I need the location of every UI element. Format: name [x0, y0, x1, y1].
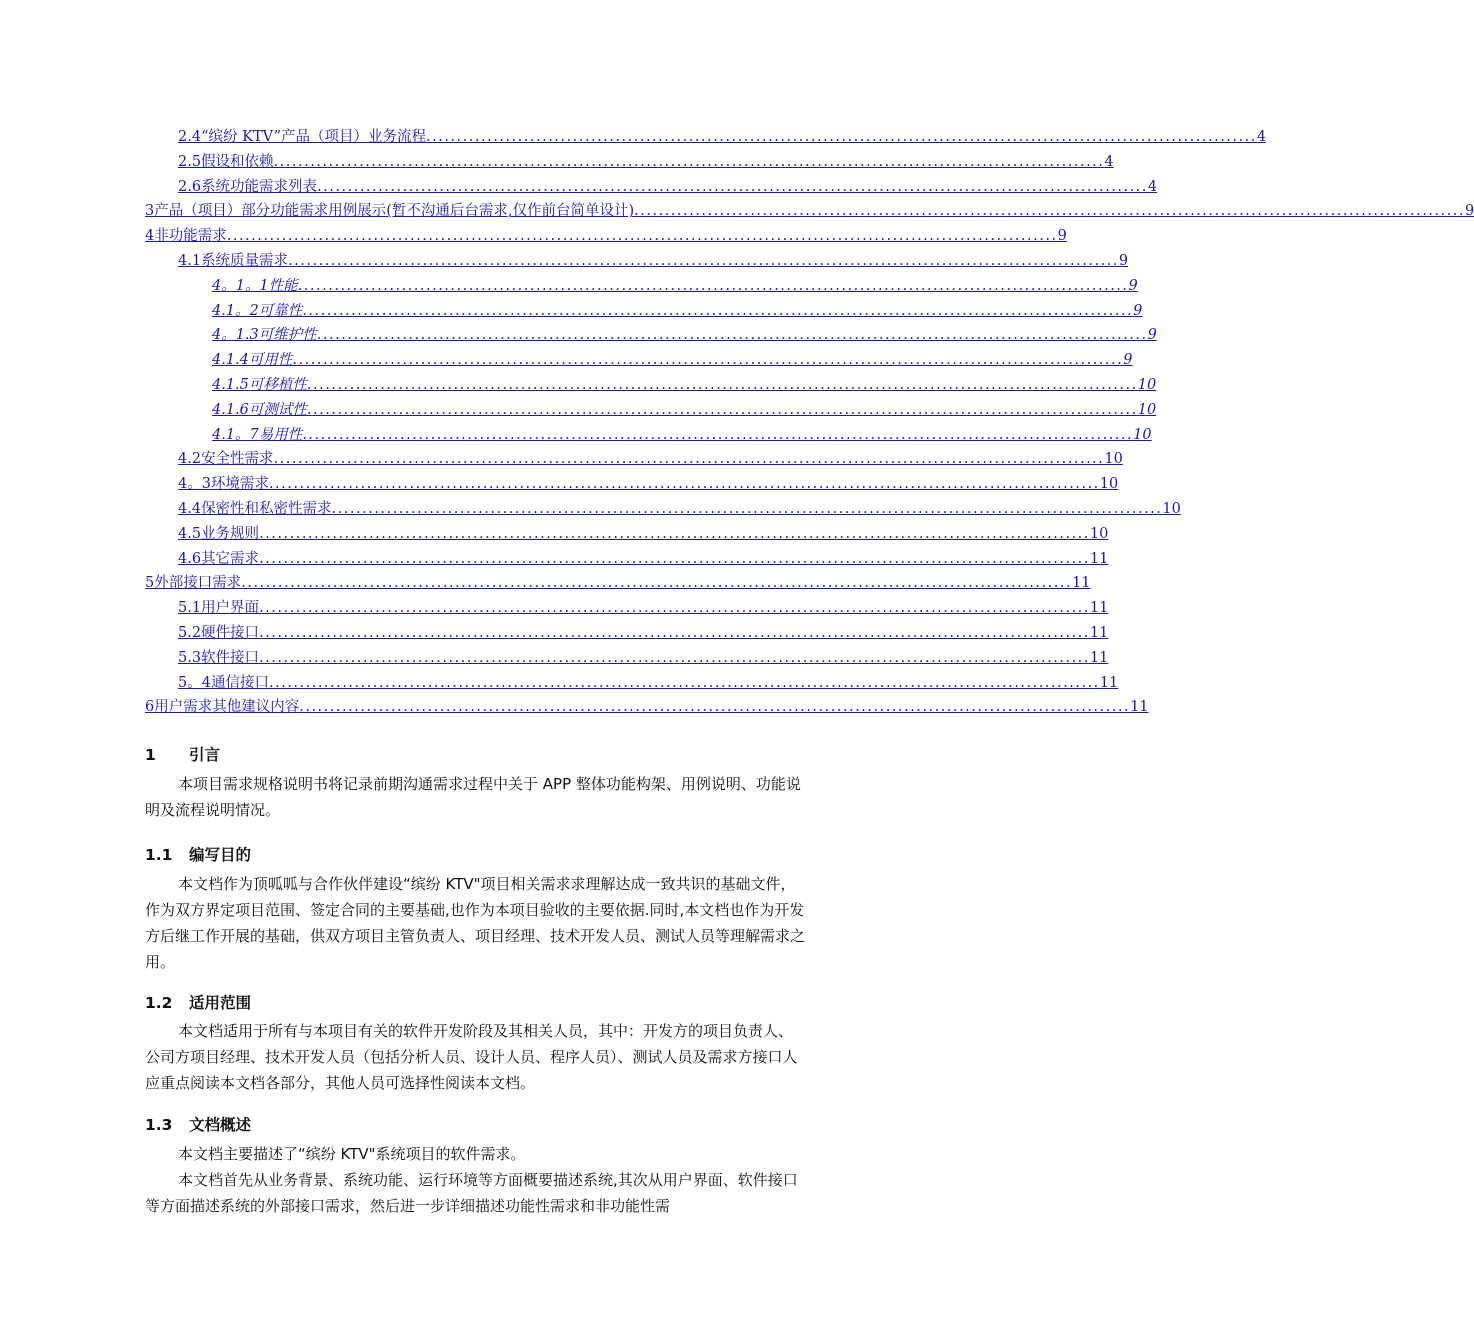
toc-page-number: 9: [1123, 352, 1133, 369]
toc-entry-title: 用户需求其他建议内容: [154, 699, 300, 716]
toc-entry-title: 可靠性: [258, 302, 303, 319]
toc-page-number: 11: [1130, 699, 1149, 716]
toc-entry-title: 业务规则: [201, 525, 260, 542]
toc-entry[interactable]: [178, 547, 1109, 571]
paragraph: 本文档作为顶呱呱与合作伙伴建设“缤纷 KTV"项目相关需求求理解达成一致共识的基础文件，作为双方界定项目范围、签定合同的主要基础,也作为本项目验收的主要依据.同时,本文档也作为开发方后继工作开展的基础，供双方项目主管负责人、项目经理、技术开发人员、测试人员等理解需求之用。: [145, 875, 806, 971]
toc-entry-title: 软件接口: [201, 649, 260, 666]
toc-entry-number: 6: [145, 699, 155, 716]
toc-dot-leader: ........................................................................................................................................: [259, 525, 1090, 542]
toc-entry[interactable]: [178, 596, 1109, 620]
toc-dot-leader: ........................................................................................................................................: [259, 625, 1090, 641]
toc-page-number: 11: [1099, 674, 1119, 691]
toc-entry[interactable]: [145, 695, 1149, 719]
toc-entry-number: 5: [145, 575, 155, 592]
toc-page-number: 11: [1089, 600, 1109, 617]
toc-entry[interactable]: [212, 398, 1157, 422]
toc-page-number: 10: [1137, 377, 1157, 393]
heading-title: 编写目的: [189, 846, 252, 864]
toc-dot-leader: ........................................................................................................................................: [268, 674, 1100, 691]
toc-entry[interactable]: [212, 423, 1152, 447]
paragraph: 本文档主要描述了“缤纷 KTV"系统项目的软件需求。: [178, 1145, 526, 1163]
toc-dot-leader: ........................................................................................................................................: [299, 699, 1131, 716]
toc-entry-title: 可维护性: [258, 327, 317, 344]
toc-entry-title: 非功能需求: [154, 228, 227, 245]
toc-entry-number: 4.1.6: [212, 401, 249, 418]
toc-entry-number: 2.6: [178, 178, 202, 195]
toc-dot-leader: ........................................................................................................................................: [302, 426, 1134, 443]
toc-entry-number: 4.1: [178, 253, 202, 269]
toc-dot-leader: ........................................................................................................................................: [306, 401, 1138, 418]
heading-1-3: [145, 1113, 251, 1135]
toc-page-number: 4: [1147, 178, 1158, 195]
heading-1-1: [145, 843, 251, 865]
toc-entry-number: 4.1.5: [212, 377, 249, 393]
toc-entry-title: 用户界面: [201, 600, 260, 617]
toc-entry-title: 假设和依赖: [201, 153, 274, 170]
toc-dot-leader: ........................................................................................................................................: [273, 451, 1105, 468]
toc-dot-leader: ........................................................................................................................................: [273, 153, 1105, 170]
toc-entry[interactable]: [178, 497, 1181, 521]
toc-entry-number: 4。1.3: [212, 327, 259, 344]
toc-page-number: 10: [1137, 401, 1157, 418]
toc-page-number: 4: [1104, 153, 1114, 170]
toc-entry-title: 保密性和私密性需求: [201, 501, 332, 517]
paragraph: 本文档首先从业务背景、系统功能、运行环境等方面概要描述系统,其次从用户界面、软件接口等方面描述系统的外部接口需求，然后进一步详细描述功能性需求和非功能性需: [145, 1171, 798, 1215]
toc-entry[interactable]: [178, 646, 1109, 670]
toc-entry[interactable]: [212, 373, 1157, 397]
toc-entry-number: 4.6: [178, 550, 202, 567]
paragraph: 本项目需求规格说明书将记录前期沟通需求过程中关于 APP 整体功能构架、用例说明、功能说明及流程说明情况。: [145, 775, 801, 819]
toc-dot-leader: ........................................................................................................................................: [226, 228, 1058, 245]
toc-entry-number: 4。3: [178, 476, 211, 493]
toc-entry-title: 性能: [268, 277, 298, 294]
toc-dot-leader: ........................................................................................................................................: [317, 178, 1148, 195]
toc-dot-leader: ........................................................................................................................................: [259, 550, 1090, 567]
heading-number: 1: [145, 746, 156, 764]
toc-entry[interactable]: [178, 150, 1114, 174]
toc-entry-number: 4.5: [178, 525, 202, 542]
toc-entry-number: 4.1。2: [212, 302, 259, 319]
toc-entry-title: 系统质量需求: [201, 253, 289, 269]
toc-dot-leader: ........................................................................................................................................: [259, 649, 1090, 666]
toc-entry-number: 3: [145, 203, 155, 220]
toc-entry-number: 4.1.4: [212, 352, 249, 369]
toc-entry[interactable]: [212, 299, 1143, 323]
toc-entry[interactable]: [178, 249, 1129, 273]
toc-entry-title: 系统功能需求列表: [201, 178, 318, 195]
toc-page-number: 9: [1057, 228, 1067, 245]
toc-entry-title: 产品（项目）部分功能需求用例展示(暂不沟通后台需求,仅作前台简单设计): [154, 203, 635, 220]
toc-entry-title: “缤纷 KTV”产品（项目）业务流程: [201, 129, 427, 145]
toc-entry[interactable]: [178, 175, 1158, 199]
toc-page-number: 10: [1099, 476, 1119, 493]
toc-dot-leader: ........................................................................................................................................: [306, 377, 1138, 393]
toc-page-number: 11: [1089, 625, 1109, 641]
toc-entry-number: 5.3: [178, 649, 202, 666]
toc-page-number: 10: [1104, 451, 1123, 468]
toc-entry[interactable]: [178, 621, 1109, 645]
toc-dot-leader: ........................................................................................................................................: [292, 352, 1124, 369]
toc-entry[interactable]: [212, 323, 1157, 347]
toc-entry-number: 5。4: [178, 674, 211, 691]
toc-dot-leader: ........................................................................................................................................: [259, 600, 1090, 617]
toc-entry-number: 4: [145, 228, 155, 245]
toc-entry-title: 环境需求: [210, 476, 269, 493]
section-1-2-body: [145, 1018, 807, 1096]
toc-dot-leader: ........................................................................................................................................: [426, 129, 1257, 145]
toc-page-number: 11: [1089, 649, 1109, 666]
toc-page-number: 11: [1089, 550, 1109, 567]
toc-page-number: 9: [1147, 327, 1157, 344]
toc-entry-number: 5.2: [178, 625, 202, 641]
toc-page-number: 9: [1118, 253, 1129, 269]
heading-title: 文档概述: [189, 1116, 252, 1134]
heading-number: 1.2: [145, 994, 173, 1012]
toc-entry-number: 5.1: [178, 600, 202, 617]
toc-entry-title: 可测试性: [248, 401, 307, 418]
section-1-body: [145, 771, 807, 823]
toc-dot-leader: ........................................................................................................................................: [634, 203, 1465, 220]
toc-dot-leader: ........................................................................................................................................: [297, 277, 1129, 294]
toc-page-number: 4: [1256, 129, 1267, 145]
toc-page-number: 10: [1133, 426, 1152, 443]
heading-number: 1.1: [145, 846, 173, 864]
section-1-3-body: [145, 1141, 807, 1219]
toc-entry-title: 安全性需求: [201, 451, 274, 468]
toc-entry-number: 4.4: [178, 501, 202, 517]
toc-entry[interactable]: [178, 522, 1109, 546]
toc-dot-leader: ........................................................................................................................................: [331, 501, 1163, 517]
heading-1-2: [145, 991, 251, 1013]
toc-entry[interactable]: [212, 348, 1133, 372]
toc-entry-title: 通信接口: [210, 674, 269, 691]
toc-entry[interactable]: [178, 472, 1119, 496]
heading-number: 1.3: [145, 1116, 173, 1134]
heading-title: 引言: [189, 746, 221, 764]
toc-entry-number: 2.5: [178, 153, 202, 170]
toc-entry[interactable]: [145, 199, 1474, 223]
toc-page-number: 10: [1162, 501, 1181, 517]
toc-page-number: 9: [1465, 203, 1474, 220]
toc-entry-title: 可移植性: [248, 377, 307, 393]
section-1-1-body: [145, 871, 807, 975]
toc-entry-title: 可用性: [248, 352, 293, 369]
toc-entry[interactable]: [178, 125, 1267, 149]
toc-page-number: 9: [1133, 302, 1143, 319]
toc-entry-number: 4.1。7: [212, 426, 259, 443]
toc-entry-number: 4。1。1: [212, 277, 269, 294]
heading-1: [145, 743, 220, 765]
toc-dot-leader: ........................................................................................................................................: [316, 327, 1148, 344]
toc-entry-title: 外部接口需求: [154, 575, 242, 592]
paragraph: 本文档适用于所有与本项目有关的软件开发阶段及其相关人员，其中：开发方的项目负责人、公司方项目经理、技术开发人员（包括分析人员、设计人员、程序人员）、测试人员及需求方接口人应重点阅读本文档各部分，其他人员可选择性阅读本文档。: [145, 1022, 798, 1092]
toc-dot-leader: ........................................................................................................................................: [288, 253, 1119, 269]
toc-entry-number: 4.2: [178, 451, 202, 468]
toc-page-number: 9: [1128, 277, 1138, 294]
toc-entry-title: 易用性: [258, 426, 303, 443]
toc-entry[interactable]: [145, 571, 1091, 595]
toc-entry-number: 2.4: [178, 129, 202, 145]
toc-entry[interactable]: [178, 671, 1119, 695]
toc-page-number: 11: [1072, 575, 1091, 592]
toc-entry-title: 硬件接口: [201, 625, 260, 641]
toc-dot-leader: ........................................................................................................................................: [302, 302, 1134, 319]
toc-entry-title: 其它需求: [201, 550, 260, 567]
toc-page-number: 10: [1089, 525, 1109, 542]
toc-entry[interactable]: [145, 224, 1067, 248]
heading-title: 适用范围: [189, 994, 252, 1012]
toc-dot-leader: ........................................................................................................................................: [268, 476, 1100, 493]
toc-entry[interactable]: [212, 274, 1138, 298]
toc-dot-leader: ........................................................................................................................................: [241, 575, 1073, 592]
toc-entry[interactable]: [178, 447, 1123, 471]
